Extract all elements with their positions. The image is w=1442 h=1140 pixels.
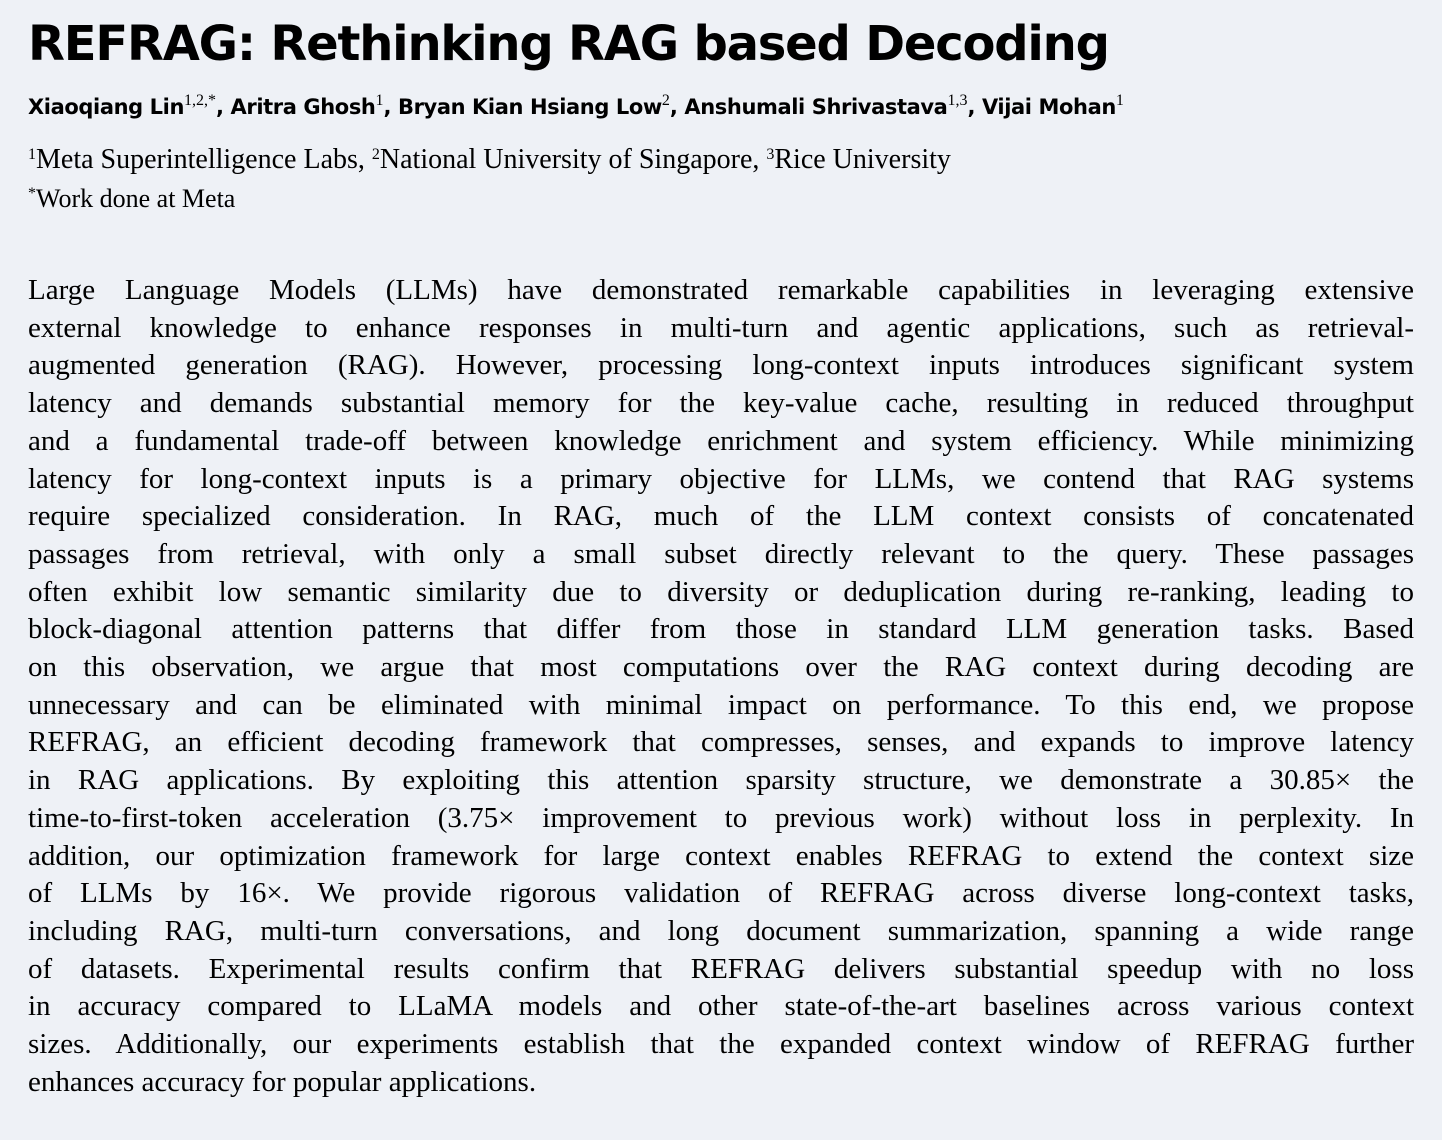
- author-marks: 1: [1115, 92, 1124, 109]
- abstract-line: in accuracy compared to LLaMA models and other state-of-the-art baselines across various context: [28, 990, 1414, 1023]
- abstract-line: Large Language Models (LLMs) have demonstrated remarkable capabilities in leveraging extensive: [28, 274, 1414, 306]
- affiliation-separator: ,: [357, 144, 372, 175]
- paper-header: [28, 0, 1414, 1101]
- note-mark: *: [28, 185, 36, 202]
- note-text: Work done at Meta: [36, 184, 236, 213]
- author-marks: 2: [661, 92, 670, 109]
- paper-title: REFRAG: Rethinking RAG based Decoding: [28, 16, 1109, 72]
- author-name: Aritra Ghosh: [230, 95, 376, 119]
- author-name: Anshumali Shrivastava: [684, 95, 948, 119]
- author-separator: ,: [967, 95, 982, 119]
- abstract-line: in RAG applications. By exploiting this attention sparsity structure, we demonstrate a 30.85× the: [28, 764, 1414, 797]
- abstract-line: latency and demands substantial memory for the key-value cache, resulting in reduced throughput: [28, 387, 1414, 420]
- affiliation-mark: 1: [28, 146, 36, 163]
- author-marks: 1,3: [947, 92, 968, 109]
- affiliation-name: National University of Singapore: [379, 144, 753, 175]
- abstract-line: including RAG, multi-turn conversations, and long document summarization, spanning a wide range: [28, 914, 1414, 947]
- author: [684, 92, 982, 119]
- affiliation: [372, 144, 766, 175]
- abstract-line: time-to-first-token acceleration (3.75× improvement to previous work) without loss in perplexity. In: [28, 801, 1414, 834]
- affiliations: [28, 140, 1414, 218]
- author-marks: 1,2,*: [184, 92, 217, 109]
- author-separator: ,: [383, 95, 398, 119]
- abstract-line: often exhibit low semantic similarity due to diversity or deduplication during re-ranking, leading to: [28, 575, 1414, 608]
- author-marks: 1: [375, 92, 384, 109]
- affiliation-name: Rice University: [774, 144, 951, 175]
- affiliation: [766, 144, 951, 175]
- author: [981, 92, 1124, 119]
- abstract-line: require specialized consideration. In RAG, much of the LLM context consists of concatenated: [28, 500, 1414, 533]
- abstract-line: of datasets. Experimental results confirm that REFRAG delivers substantial speedup with no loss: [28, 952, 1414, 985]
- author-name: Xiaoqiang Lin: [28, 95, 185, 119]
- author-separator: ,: [216, 95, 231, 119]
- affiliation-line: [28, 140, 1414, 180]
- abstract-line: passages from retrieval, with only a small subset directly relevant to the query. These passages: [28, 537, 1414, 570]
- author-name: Vijai Mohan: [981, 95, 1116, 119]
- author-separator: ,: [669, 95, 685, 119]
- author-list: [28, 92, 1414, 122]
- abstract-line: sizes. Additionally, our experiments establish that the expanded context window of REFRAG further: [28, 1028, 1414, 1061]
- abstract-line: block-diagonal attention patterns that differ from those in standard LLM generation tasks. Based: [28, 613, 1414, 646]
- affiliation-separator: ,: [752, 144, 767, 175]
- affiliation-mark: 2: [371, 146, 380, 163]
- abstract-line: REFRAG, an efficient decoding framework that compresses, senses, and expands to improve latency: [28, 726, 1414, 759]
- affiliation-name: Meta Superintelligence Labs: [36, 144, 358, 175]
- abstract-line: on this observation, we argue that most computations over the RAG context during decoding are: [28, 651, 1414, 684]
- abstract-line: unnecessary and can be eliminated with minimal impact on performance. To this end, we propose: [28, 688, 1414, 721]
- work-note: [28, 180, 1414, 218]
- abstract: [28, 272, 1414, 1101]
- abstract-line: and a fundamental trade-off between knowledge enrichment and system efficiency. While minimizing: [28, 424, 1414, 457]
- author-name: Bryan Kian Hsiang Low: [397, 95, 662, 119]
- abstract-line: external knowledge to enhance responses in multi-turn and agentic applications, such as retrieval-: [28, 311, 1414, 344]
- abstract-line: of LLMs by 16×. We provide rigorous validation of REFRAG across diverse long-context tasks,: [28, 877, 1414, 910]
- affiliation: [28, 144, 372, 175]
- abstract-line: latency for long-context inputs is a primary objective for LLMs, we contend that RAG systems: [28, 462, 1414, 495]
- abstract-line: enhances accuracy for popular applications.: [28, 1065, 537, 1098]
- author: [397, 92, 685, 119]
- abstract-line: addition, our optimization framework for large context enables REFRAG to extend the context size: [28, 839, 1414, 872]
- author: [28, 92, 231, 119]
- abstract-line: augmented generation (RAG). However, processing long-context inputs introduces significant system: [28, 349, 1414, 382]
- author: [230, 92, 398, 119]
- affiliation-mark: 3: [766, 146, 775, 163]
